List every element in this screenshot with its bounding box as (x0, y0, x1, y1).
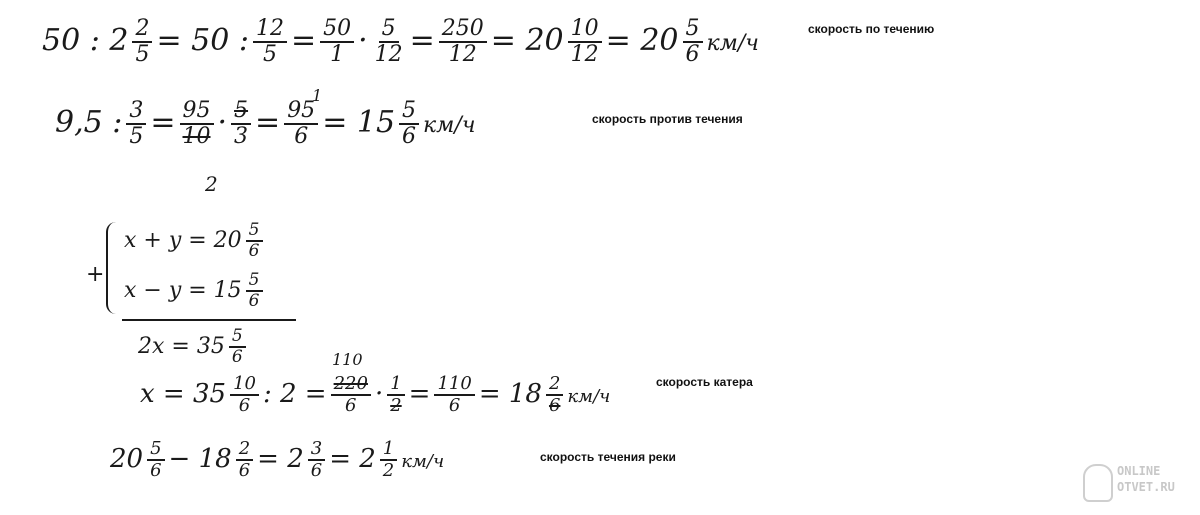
expr-text: − 18 (168, 444, 232, 474)
fraction: $\frac{12}{5}$ (253, 18, 287, 66)
expr-text: = (290, 23, 317, 58)
equation-line-upstream (55, 100, 476, 148)
equation-line-boat (140, 375, 610, 415)
fraction: $\frac{5}{6}$ (399, 100, 419, 148)
expr-text: = 20 (490, 23, 564, 58)
expr-text: = 50 : (156, 23, 249, 58)
expr-text: 9,5 : (55, 105, 123, 140)
equation-line-river (110, 440, 444, 480)
fraction: $\frac{95}{10}$ (180, 100, 214, 148)
fraction: $\frac{110}{6}$ (434, 375, 474, 415)
expr-text: = (255, 105, 281, 140)
sum-line (122, 319, 296, 321)
expr-text: = 2 (329, 444, 376, 474)
fraction: $\frac{5}{12}$ (374, 16, 403, 67)
fraction: $\frac{5}{6}$ (147, 440, 164, 480)
expr-text: x − y = 15 (124, 278, 242, 303)
expr-text: · (358, 23, 368, 58)
fraction: $\frac{95}{6}$ (284, 100, 318, 148)
fraction: $\frac{50}{1}$ (320, 18, 354, 66)
fraction: $\frac{5}{6}$ (683, 18, 703, 66)
expr-text: 20 (110, 444, 144, 474)
plus-sign: + (86, 262, 105, 287)
unit-text: км/ч (401, 451, 445, 472)
expr-text: : 2 = (262, 379, 327, 409)
system-row-2 (124, 272, 267, 310)
fraction: $\frac{3}{5}$ (126, 100, 146, 148)
expr-text: = (409, 23, 435, 58)
fraction: $\frac{2}{6}$ (236, 440, 253, 480)
fraction: $\frac{3}{6}$ (308, 440, 325, 480)
note-boat: скорость катера (656, 375, 753, 389)
unit-text: км/ч (567, 386, 611, 407)
fraction: $\frac{10}{6}$ (230, 375, 259, 415)
fraction: $\frac{5}{6}$ (229, 328, 246, 366)
expr-text: · (374, 379, 384, 409)
fraction: $\frac{2}{5}$ (132, 18, 152, 66)
watermark-logo (1083, 460, 1193, 504)
cancel-mark-bottom: 2 (205, 172, 218, 196)
expr-text: x + y = 20 (124, 228, 242, 253)
cancel-mark-top: 1 (312, 86, 323, 105)
note-upstream: скорость против течения (592, 112, 743, 126)
simplified-numerator: 110 (332, 350, 363, 369)
system-brace (106, 222, 122, 314)
expr-text: x = 35 (140, 379, 227, 409)
expr-text: = 18 (478, 379, 542, 409)
fraction: $\frac{5}{6}$ (246, 222, 263, 260)
fraction: $\frac{1}{2}$ (387, 375, 404, 415)
expr-text: = 20 (605, 23, 679, 58)
lightbulb-icon (1083, 464, 1113, 502)
expr-text: · (217, 105, 228, 140)
fraction: $\frac{1}{2}$ (380, 440, 397, 480)
equation-line-downstream (42, 18, 759, 66)
expr-text: = (150, 105, 176, 140)
fraction: $\frac{5}{6}$ (246, 272, 263, 310)
unit-text: км/ч (706, 31, 759, 56)
fraction: $\frac{2}{6}$ (546, 375, 563, 415)
expr-text: = (408, 379, 431, 409)
note-downstream: скорость по течению (808, 22, 935, 36)
watermark-text: ONLINE OTVET.RU (1117, 464, 1175, 494)
fraction: $\frac{220}{6}$ (331, 375, 371, 415)
fraction: $\frac{10}{12}$ (568, 18, 602, 66)
note-river: скорость течения реки (540, 450, 676, 464)
system-result (138, 328, 250, 366)
expr-text: 50 : 2 (42, 23, 129, 58)
unit-text: км/ч (423, 113, 476, 138)
expr-text: 2x = 35 (138, 334, 225, 359)
system-row-1 (124, 222, 267, 260)
expr-text: = 2 (257, 444, 304, 474)
fraction: $\frac{5}{3}$ (231, 100, 251, 148)
expr-text: = 15 (322, 105, 396, 140)
fraction: $\frac{250}{12}$ (439, 18, 487, 66)
